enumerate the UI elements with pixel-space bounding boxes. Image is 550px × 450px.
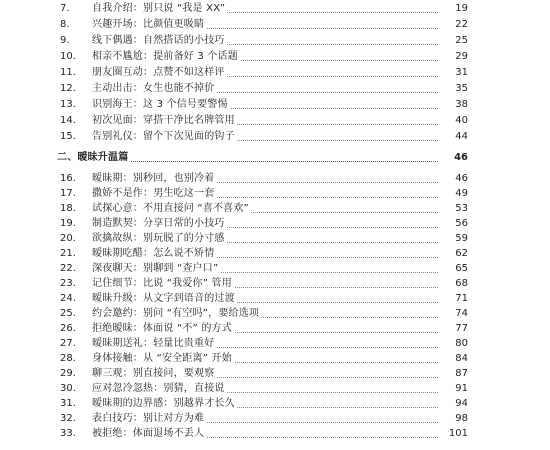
toc-entry-page: 94 <box>438 396 468 411</box>
toc-entry-page: 62 <box>438 246 468 261</box>
toc-entry-number: 7. <box>60 3 70 14</box>
toc-entry-number: 29. <box>60 368 76 379</box>
toc-entry-title: 拒绝暧昧：体面说 “不” 的方式 <box>92 323 232 334</box>
toc-entry-23 <box>0 276 550 291</box>
toc-entry-page: 44 <box>438 129 468 144</box>
toc-entry-number: 18. <box>60 203 76 214</box>
toc-entry-page: 38 <box>438 97 468 112</box>
toc-entry-17 <box>0 186 550 201</box>
toc-entry-page: 74 <box>438 306 468 321</box>
toc-entry-title: 表白技巧：别让对方为难 <box>92 413 205 424</box>
toc-entry-title: 暧昧升级：从文字到语音的过渡 <box>92 293 235 304</box>
toc-entry-title: 暧昧期：别秒回，也别冷着 <box>92 173 215 184</box>
toc-entry-number: 14. <box>60 115 76 126</box>
toc-entry-number: 16. <box>60 173 76 184</box>
toc-entry-28 <box>0 351 550 366</box>
toc-entry-page: 31 <box>438 65 468 80</box>
toc-entry-number: 20. <box>60 233 76 244</box>
toc-entry-12 <box>0 81 550 96</box>
toc-entry-number: 12. <box>60 83 76 94</box>
toc-entry-7 <box>0 1 550 16</box>
toc-entry-title: 约会邀约：别问 “有空吗”，要给选项 <box>92 308 260 319</box>
toc-entry-18 <box>0 201 550 216</box>
toc-entry-number: 13. <box>60 99 76 110</box>
toc-entry-title: 线下偶遇：自然搭话的小技巧 <box>92 35 225 46</box>
toc-entry-10 <box>0 49 550 64</box>
toc-entry-page: 40 <box>438 113 468 128</box>
toc-entry-title: 暧昧期送礼：轻量比贵重好 <box>92 338 215 349</box>
toc-entry-title: 自我介绍：别只说 “我是 XX” <box>92 3 226 14</box>
toc-entry-title: 暧昧期吃醋：怎么说不矫情 <box>92 248 215 259</box>
toc-entry-page: 59 <box>438 231 468 246</box>
toc-entry-30 <box>0 381 550 396</box>
toc-entry-title: 试探心意：不用直接问 “喜不喜欢” <box>92 203 249 214</box>
toc-entry-number: 17. <box>60 188 76 199</box>
toc-entry-32 <box>0 411 550 426</box>
toc-entry-title: 聊三观：别直接问，要观察 <box>92 368 215 379</box>
toc-entry-number: 28. <box>60 353 76 364</box>
toc-entry-page: 49 <box>438 186 468 201</box>
toc-entry-title: 主动出击：女生也能不掉价 <box>92 83 215 94</box>
toc-entry-number: 30. <box>60 383 76 394</box>
toc-entry-page: 84 <box>438 351 468 366</box>
toc-entry-title: 相亲不尴尬：提前备好 3 个话题 <box>92 51 238 62</box>
toc-entry-29 <box>0 366 550 381</box>
toc-entry-9 <box>0 33 550 48</box>
toc-entry-title: 被拒绝：体面退场不丢人 <box>92 428 205 439</box>
toc-entry-16 <box>0 171 550 186</box>
toc-entry-number: 24. <box>60 293 76 304</box>
toc-entry-title: 告别礼仪：留个下次见面的钩子 <box>92 131 235 142</box>
toc-entry-14 <box>0 113 550 128</box>
toc-entry-title: 暧昧期的边界感：别越界才长久 <box>92 398 235 409</box>
toc-entry-number: 8. <box>60 19 70 30</box>
section-title: 二、暧昧升温篇 <box>57 152 129 163</box>
toc-entry-number: 33. <box>60 428 76 439</box>
toc-entry-22 <box>0 261 550 276</box>
toc-entry-title: 制造默契：分享日常的小技巧 <box>92 218 225 229</box>
toc-entry-page: 53 <box>438 201 468 216</box>
toc-entry-page: 77 <box>438 321 468 336</box>
toc-entry-31 <box>0 396 550 411</box>
toc-entry-title: 朋友圈互动：点赞不如这样评 <box>92 67 225 78</box>
toc-entry-title: 识别海王：这 3 个信号要警惕 <box>92 99 228 110</box>
toc-entry-page: 19 <box>438 1 468 16</box>
toc-entry-number: 11. <box>60 67 76 78</box>
toc-entry-13 <box>0 97 550 112</box>
toc-entry-number: 19. <box>60 218 76 229</box>
toc-entry-24 <box>0 291 550 306</box>
toc-entry-title: 记住细节：比说 “我爱你” 管用 <box>92 278 232 289</box>
toc-entry-title: 深夜聊天：别聊到 “查户口” <box>92 263 219 274</box>
toc-entry-27 <box>0 336 550 351</box>
toc-entry-25 <box>0 306 550 321</box>
toc-entry-11 <box>0 65 550 80</box>
toc-entry-page: 101 <box>438 426 468 441</box>
toc-entry-33 <box>0 426 550 441</box>
toc-entry-15 <box>0 129 550 144</box>
toc-entry-number: 21. <box>60 248 76 259</box>
toc-entry-number: 22. <box>60 263 76 274</box>
toc-entry-page: 29 <box>438 49 468 64</box>
toc-entry-number: 10. <box>60 51 76 62</box>
toc-entry-title: 初次见面：穿搭干净比名牌管用 <box>92 115 235 126</box>
toc-entry-page: 98 <box>438 411 468 426</box>
toc-entry-page: 80 <box>438 336 468 351</box>
toc-entry-page: 71 <box>438 291 468 306</box>
toc-entry-title: 应对忽冷忽热：别猜，直接说 <box>92 383 225 394</box>
toc-entry-19 <box>0 216 550 231</box>
toc-entry-number: 26. <box>60 323 76 334</box>
toc-entry-page: 46 <box>438 171 468 186</box>
toc-entry-title: 身体接触：从 “安全距离” 开始 <box>92 353 232 364</box>
toc-entry-page: 87 <box>438 366 468 381</box>
toc-entry-number: 31. <box>60 398 76 409</box>
toc-entry-page: 25 <box>438 33 468 48</box>
toc-entry-21 <box>0 246 550 261</box>
toc-entry-page: 65 <box>438 261 468 276</box>
toc-entry-page: 56 <box>438 216 468 231</box>
section-page: 46 <box>438 150 468 165</box>
toc-entry-page: 68 <box>438 276 468 291</box>
toc-entry-26 <box>0 321 550 336</box>
toc-entry-page: 91 <box>438 381 468 396</box>
toc-entry-8 <box>0 17 550 32</box>
toc-entry-number: 32. <box>60 413 76 424</box>
toc-entry-title: 欲擒故纵：别玩脱了的分寸感 <box>92 233 225 244</box>
toc-section-heading <box>0 150 550 165</box>
toc-entry-number: 9. <box>60 35 70 46</box>
toc-entry-title: 撒娇不是作：男生吃这一套 <box>92 188 215 199</box>
toc-entry-page: 35 <box>438 81 468 96</box>
toc-entry-20 <box>0 231 550 246</box>
toc-entry-number: 27. <box>60 338 76 349</box>
toc-entry-number: 25. <box>60 308 76 319</box>
toc-entry-title: 兴趣开场：比颜值更吸睛 <box>92 19 205 30</box>
toc-entry-page: 22 <box>438 17 468 32</box>
toc-entry-number: 23. <box>60 278 76 289</box>
toc-entry-number: 15. <box>60 131 76 142</box>
